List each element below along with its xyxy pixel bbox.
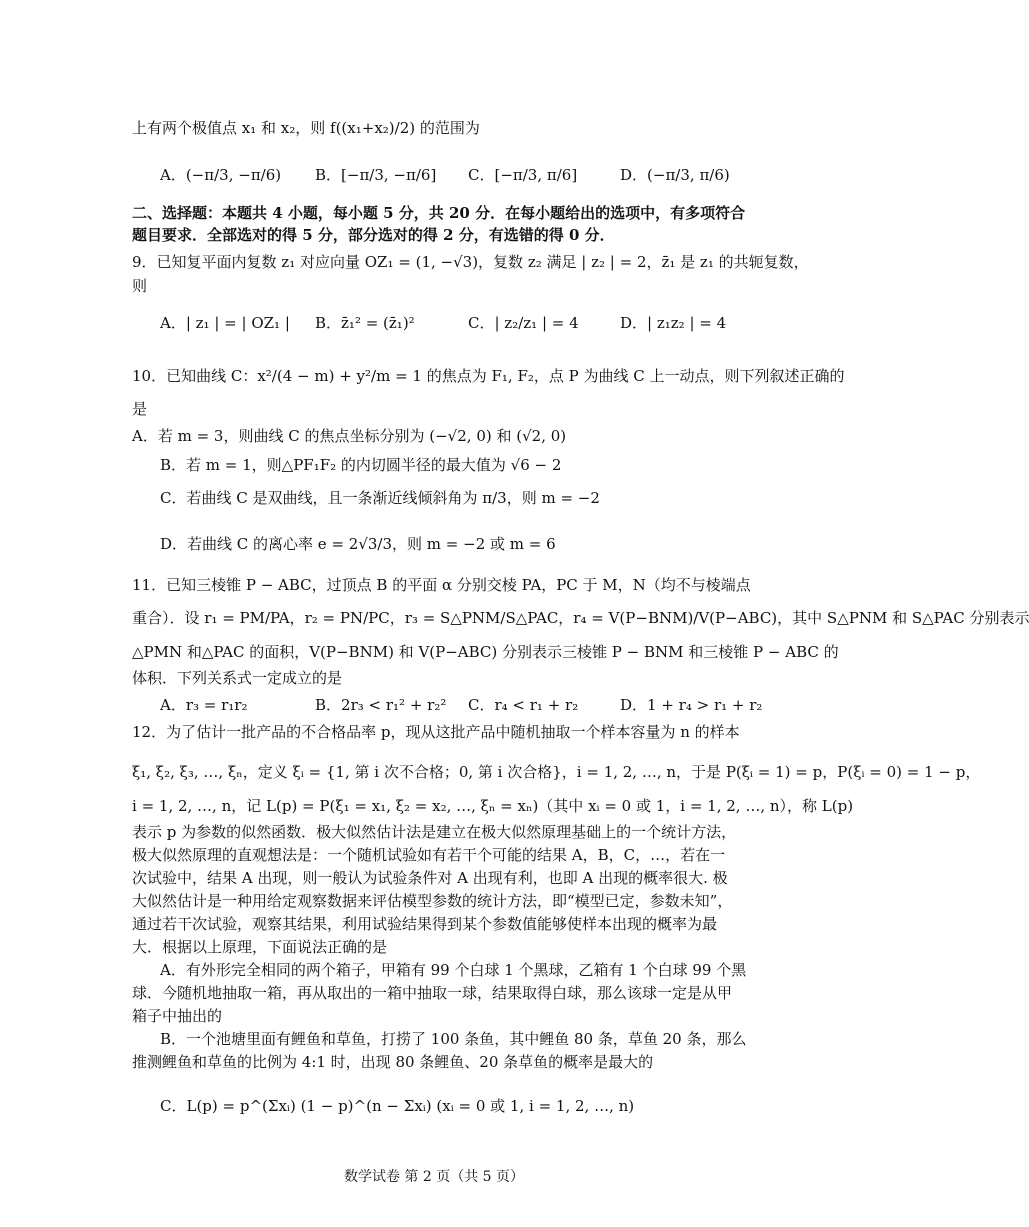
q8-option-a: A．(−π/3, −π/6) [160,166,282,184]
q9-options [160,306,760,340]
q8-options [160,158,760,192]
q12-option-a-line2: 球．今随机地抽取一箱，再从取出的一箱中抽取一球，结果取得白球，那么该球一定是从甲 [132,984,733,1002]
q9-option-a: A．| z₁ | = | OZ₁ | [160,314,290,332]
q10-stem-line2: 是 [132,400,148,418]
q11-stem-line1: 11．已知三棱锥 P − ABC，过顶点 B 的平面 α 分别交棱 PA，PC 于 M，N（均不与棱端点 [132,576,751,594]
q11-option-a: A．r₃ = r₁r₂ [160,696,248,714]
q11-option-b: B．2r₃ < r₁² + r₂² [315,696,447,714]
q12-stem-line8: 通过若干次试验，观察其结果，利用试验结果得到某个参数值能够使样本出现的概率为最 [132,915,718,933]
q12-stem-line9: 大．根据以上原理，下面说法正确的是 [132,938,388,956]
q10-stem-line1: 10．已知曲线 C：x²/(4 − m) + y²/m = 1 的焦点为 F₁, F₂，点 P 为曲线 C 上一动点，则下列叙述正确的 [132,367,845,385]
q9-stem-line1: 9．已知复平面内复数 z₁ 对应向量 OZ₁ = (1, −√3)，复数 z₂ 满足 | z₂ | = 2，z̄₁ 是 z₁ 的共轭复数， [132,253,809,271]
q12-option-b-line1: B．一个池塘里面有鲤鱼和草鱼，打捞了 100 条鱼，其中鲤鱼 80 条，草鱼 20 条，那么 [160,1030,747,1048]
q10-option-b: B．若 m = 1，则△PF₁F₂ 的内切圆半径的最大值为 √6 − 2 [160,456,562,474]
q8-tail: 上有两个极值点 x₁ 和 x₂，则 f((x₁+x₂)/2) 的范围为 [132,119,480,137]
q12-stem-line7: 大似然估计是一种用给定观察数据来评估模型参数的统计方法，即“模型已定，参数未知”， [132,892,733,910]
q11-options [160,688,763,722]
q12-option-b-line2: 推测鲤鱼和草鱼的比例为 4:1 时，出现 80 条鲤鱼、20 条草鱼的概率是最大的 [132,1053,654,1071]
q11-stem-line3: △PMN 和△PAC 的面积，V(P−BNM) 和 V(P−ABC) 分别表示三棱锥 P − BNM 和三棱锥 P − ABC 的 [132,643,839,661]
q12-stem-line4: 表示 p 为参数的似然函数．极大似然估计法是建立在极大似然原理基础上的一个统计方法， [132,823,737,841]
q9-stem-line2: 则 [132,277,148,295]
q12-stem-line5: 极大似然原理的直观想法是：一个随机试验如有若干个可能的结果 A，B，C，…，若在一 [132,846,726,864]
q12-option-c: C．L(p) = p^(Σxᵢ) (1 − p)^(n − Σxᵢ) (xᵢ = 0 或 1, i = 1, 2, …, n) [160,1097,635,1115]
q11-option-d: D．1 + r₄ > r₁ + r₂ [620,696,763,714]
q9-option-b: B．z̄₁² = (z̄₁)² [315,314,415,332]
q12-stem-line1: 12．为了估计一批产品的不合格品率 p，现从这批产品中随机抽取一个样本容量为 n 的样本 [132,723,740,741]
q12-stem-line3: i = 1, 2, …, n，记 L(p) = P(ξ₁ = x₁, ξ₂ = x₂, …, ξₙ = xₙ)（其中 xᵢ = 0 或 1，i = 1, 2, …, n），称 L(p) [132,797,854,815]
q9-option-d: D．| z₁z₂ | = 4 [620,314,727,332]
q10-option-a: A．若 m = 3，则曲线 C 的焦点坐标分别为 (−√2, 0) 和 (√2, 0) [132,427,567,445]
q10-option-c: C．若曲线 C 是双曲线，且一条渐近线倾斜角为 π/3，则 m = −2 [160,489,600,507]
q8-option-d: D．(−π/3, π/6) [620,166,730,184]
section2-heading-line1: 二、选择题：本题共 4 小题，每小题 5 分，共 20 分．在每小题给出的选项中，有多项符合 [132,204,746,222]
q12-option-a-line1: A．有外形完全相同的两个箱子，甲箱有 99 个白球 1 个黑球，乙箱有 1 个白球 99 个黑 [160,961,747,979]
q8-option-b: B．[−π/3, −π/6] [315,166,437,184]
q9-option-c: C．| z₂/z₁ | = 4 [468,314,579,332]
q11-stem-line2: 重合）．设 r₁ = PM/PA，r₂ = PN/PC，r₃ = S△PNM/S△PAC，r₄ = V(P−BNM)/V(P−ABC)，其中 S△PNM 和 S△PAC 分别表示 [132,609,1029,627]
section2-heading-line2: 题目要求．全部选对的得 5 分，部分选对的得 2 分，有选错的得 0 分． [132,226,615,244]
page-footer: 数学试卷 第 2 页（共 5 页） [343,1169,525,1185]
q12-stem-line2: ξ₁, ξ₂, ξ₃, …, ξₙ，定义 ξᵢ = {1, 第 i 次不合格；0, 第 i 次合格}，i = 1, 2, …, n，于是 P(ξᵢ = 1) = p，P(ξᵢ = 0) = 1 − p， [132,763,981,781]
q12-option-a-line3: 箱子中抽出的 [132,1007,223,1025]
q11-option-c: C．r₄ < r₁ + r₂ [468,696,579,714]
q8-option-c: C．[−π/3, π/6] [468,166,578,184]
q11-stem-line4: 体积．下列关系式一定成立的是 [132,669,343,687]
q12-stem-line6: 次试验中，结果 A 出现，则一般认为试验条件对 A 出现有利，也即 A 出现的概率很大. 极 [132,869,728,887]
q10-option-d: D．若曲线 C 的离心率 e = 2√3/3，则 m = −2 或 m = 6 [160,535,556,553]
